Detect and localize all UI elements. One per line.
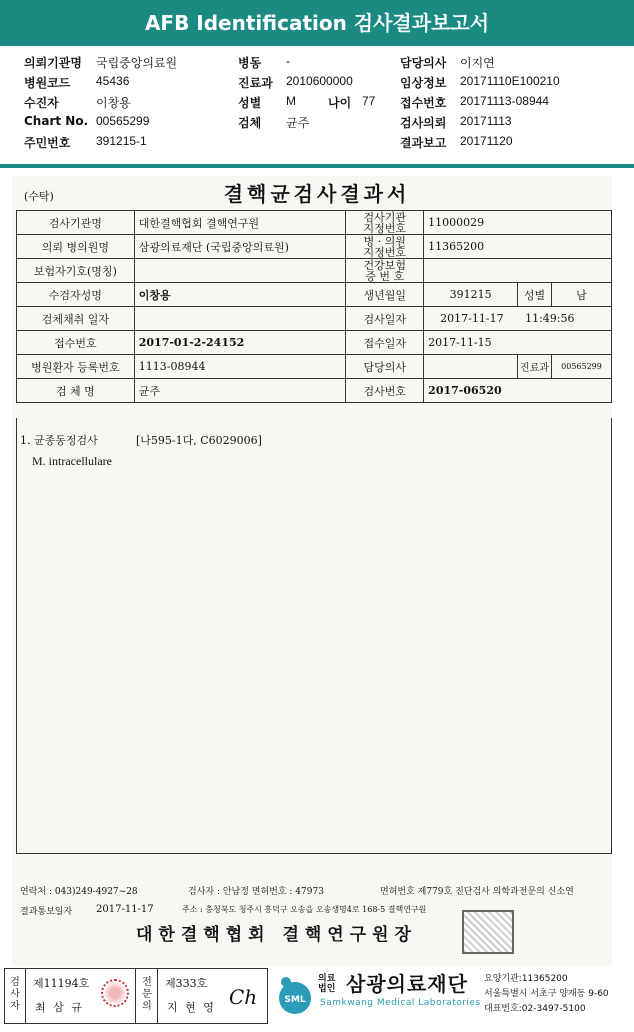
examiner-info: 검사자 : 안남정 면허번호 : 47973 <box>188 887 324 897</box>
result-code: [나595-1다, C6029006] <box>136 434 262 447</box>
dept-value: 2010600000 <box>286 74 353 88</box>
institution-sign: 대한결핵협회 결핵연구원장 <box>136 925 417 945</box>
institution-label: 의뢰기관명 <box>24 56 82 70</box>
doc-value <box>424 355 518 379</box>
sex-value: M <box>286 94 296 108</box>
official-stamp <box>462 910 514 954</box>
specialist-vlabel: 전문의 <box>142 977 152 1012</box>
report-date-label: 결과통보일자 <box>20 907 73 917</box>
dept-label: 진료과 <box>238 76 273 90</box>
collect-label: 검체채취 일자 <box>17 307 135 331</box>
patient-info-panel <box>0 50 634 162</box>
report-date: 2017-11-17 <box>96 904 154 915</box>
received-value: 2017-11-15 <box>424 331 612 355</box>
request-label: 검사의뢰 <box>400 116 447 130</box>
req-name-value: 삼광의료재단 (국립중앙의료원) <box>134 235 346 259</box>
reg-label: 병원환자 등록번호 <box>17 355 135 379</box>
reg-value: 1113-08944 <box>134 355 346 379</box>
patient-value: 이창용 <box>96 96 131 110</box>
patient-label: 수검자성명 <box>17 283 135 307</box>
accession-value: 2017-01-2-24152 <box>134 331 346 355</box>
receipt-value: 20171113-08944 <box>460 94 549 108</box>
report-title: AFB Identification 검사결과보고서 <box>0 0 634 46</box>
lab-name-value: 대한결핵협회 결핵연구원 <box>134 211 346 235</box>
sex-value: 남 <box>552 283 612 307</box>
chart-label: Chart No. <box>24 114 89 128</box>
accession-label: 접수번호 <box>17 331 135 355</box>
test-date-label: 검사일자 <box>346 307 424 331</box>
logo-text: SML <box>284 995 306 1005</box>
doc-label: 담당의사 <box>346 355 424 379</box>
rrn-label: 주민번호 <box>24 136 71 150</box>
divider <box>157 969 158 1023</box>
result-box <box>16 418 612 854</box>
org-phone: 대표번호:02-3497-5100 <box>484 1004 586 1014</box>
insurer-value <box>134 259 346 283</box>
contact: 연락처 : 043)249-4927~28 <box>20 887 138 897</box>
test-no-label: 검사번호 <box>346 379 424 403</box>
patient-label: 수진자 <box>24 96 59 110</box>
result-item: 1. 균종동정검사 <box>20 434 98 447</box>
receipt-label: 접수번호 <box>400 96 447 110</box>
req-code-label: 병 · 의원 지정번호 <box>346 235 424 259</box>
signature: Ch <box>229 985 258 1009</box>
lab-code-label: 검사기관 지정번호 <box>346 211 424 235</box>
req-name-label: 의뢰 병의원명 <box>17 235 135 259</box>
divider <box>25 969 26 1023</box>
org-code: 요양기관:11365200 <box>484 974 568 984</box>
chart-value: 00565299 <box>96 114 150 128</box>
ward-label: 병동 <box>238 56 262 70</box>
collect-value <box>134 307 346 331</box>
org-type: 의료 법인 <box>318 974 336 994</box>
specialist-no: 제333호 <box>165 977 208 990</box>
test-time-value: 11:49:56 <box>525 312 575 325</box>
specimen-label: 검 체 명 <box>17 379 135 403</box>
sex-label: 성별 <box>518 283 552 307</box>
age-label: 나이 <box>328 96 352 110</box>
sex-label: 성별 <box>238 96 262 110</box>
specimen-value: 균주 <box>286 116 310 130</box>
lab-code-value: 11000029 <box>424 211 612 235</box>
patient-value: 이창용 <box>134 283 346 307</box>
specimen-value: 균주 <box>134 379 346 403</box>
req-code-value: 11365200 <box>424 235 612 259</box>
org-name: 삼광의료재단 <box>346 972 468 996</box>
examiner-name: 최 삼 규 <box>35 1001 84 1014</box>
divider <box>135 969 136 1023</box>
clinical-label: 임상정보 <box>400 76 447 90</box>
org-eng: Samkwang Medical Laboratories <box>320 998 481 1008</box>
doc-title: 결핵균검사결과서 <box>223 182 411 206</box>
org-contact <box>484 972 609 1017</box>
dept-label: 진료과 <box>518 355 552 379</box>
received-label: 접수일자 <box>346 331 424 355</box>
sml-logo-icon <box>272 972 318 1018</box>
address: 주소 : 충청북도 청주시 흥덕구 오송읍 오송생명4로 168-5 결핵연구원 <box>182 905 427 914</box>
health-label: 건강보험 증 번 호 <box>346 259 424 283</box>
specialist-name: 지 현 영 <box>167 1001 216 1014</box>
doc-tag: (수탁) <box>24 190 54 203</box>
hospital-code-label: 병원코드 <box>24 76 71 90</box>
separator <box>0 164 634 168</box>
clinical-value: 20171110E100210 <box>460 74 560 88</box>
ward-value: - <box>286 54 290 68</box>
lab-name-label: 검사기관명 <box>17 211 135 235</box>
physician-info: 면허번호 제779호 진단검사 의학과전문의 신소연 <box>380 887 574 897</box>
specimen-label: 검체 <box>238 116 262 130</box>
result-form-table <box>16 210 612 403</box>
test-no-value: 2017-06520 <box>424 379 612 403</box>
health-value <box>424 259 612 283</box>
institution-value: 국립중앙의료원 <box>96 56 178 70</box>
dept-value: 00565299 <box>552 355 612 379</box>
report-label: 결과보고 <box>400 136 447 150</box>
report-value: 20171120 <box>460 134 513 148</box>
test-date-cell <box>424 307 612 331</box>
examiner-no: 제11194호 <box>33 977 90 990</box>
rrn-value: 391215-1 <box>96 134 147 148</box>
test-date-value: 2017-11-17 <box>440 312 504 325</box>
seal-icon <box>101 979 129 1007</box>
request-value: 20171113 <box>460 114 512 128</box>
doctor-label: 담당의사 <box>400 56 447 70</box>
result-value: M. intracellulare <box>32 454 112 468</box>
dob-label: 생년월일 <box>346 283 424 307</box>
examiner-vlabel: 검사자 <box>10 977 20 1012</box>
insurer-label: 보험자기호(명칭) <box>17 259 135 283</box>
org-address: 서울특별시 서초구 양재동 9-60 <box>484 989 609 999</box>
hospital-code-value: 45436 <box>96 74 130 88</box>
signature-box <box>4 968 268 1024</box>
dob-value: 391215 <box>424 283 518 307</box>
age-value: 77 <box>362 94 376 108</box>
doctor-value: 이지연 <box>460 56 495 70</box>
